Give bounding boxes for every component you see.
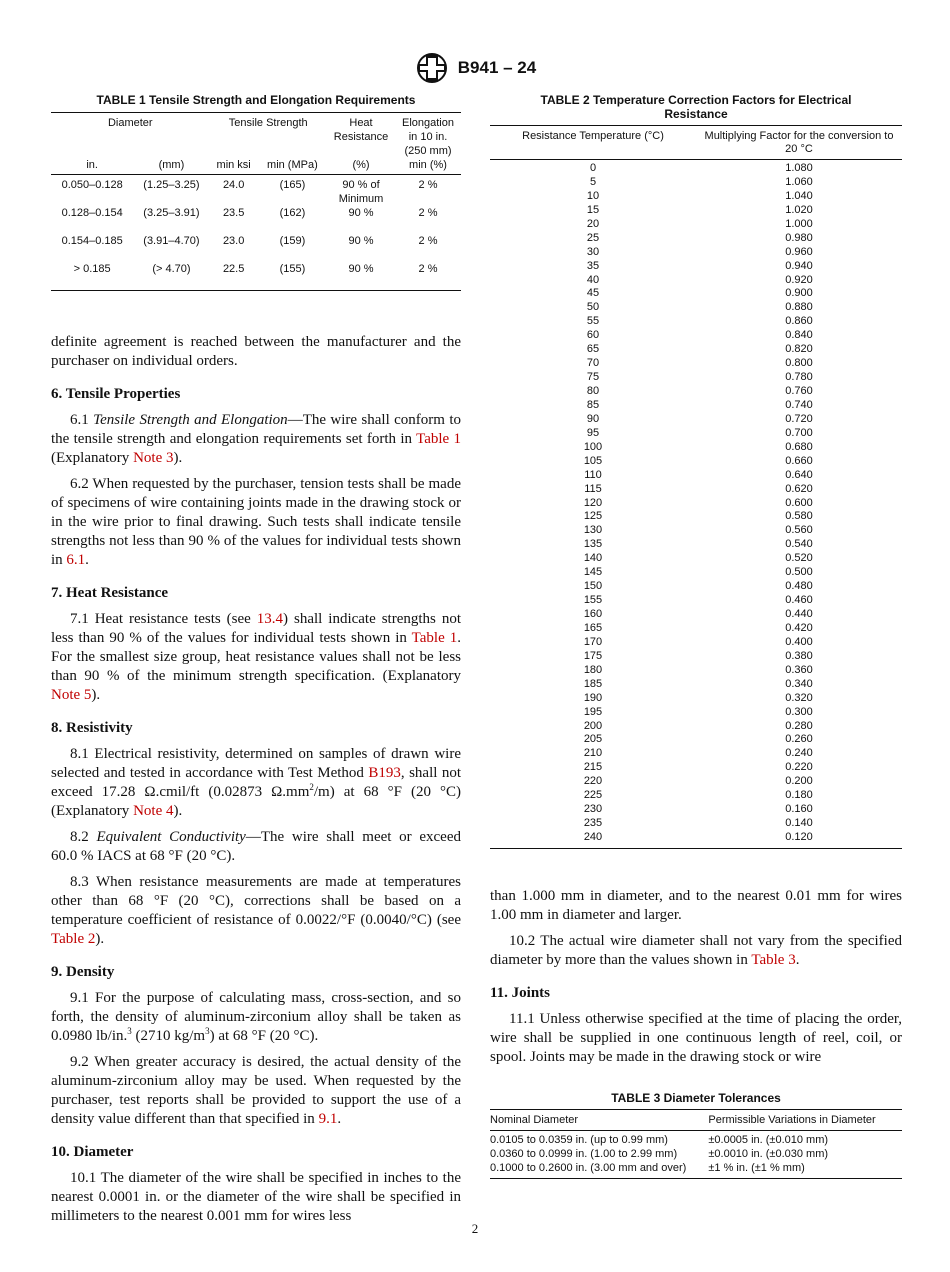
astm-logo-icon [414, 52, 450, 84]
left-column [51, 93, 461, 1233]
paragraph-10-1-continued: than 1.000 mm in diameter, and to the nearest 0.01 mm for wires 1.00 mm in diameter and larger. [490, 887, 902, 923]
t1-unit-header: (mm) [133, 158, 209, 175]
t2-row-cell: 0.780 [785, 371, 813, 384]
t2-header-temperature: Resistance Temperature (°C) [490, 126, 696, 160]
t1-row-cell: 0.154–0.185 [61, 235, 123, 247]
t2-row [490, 413, 902, 427]
t1-row-cell: 90 % of Minimum [338, 179, 384, 205]
t2-row-cell: 0.860 [785, 315, 813, 328]
t2-row [490, 636, 902, 650]
t2-row-cell: 110 [584, 468, 602, 481]
t2-row [490, 455, 902, 469]
t1-row-cell: > 0.185 [73, 263, 111, 275]
t2-row [490, 594, 902, 608]
t2-row-cell: 80 [586, 385, 600, 397]
t2-row [490, 260, 902, 274]
t1-row-cell: (1.25–3.25) [143, 179, 200, 191]
t2-row-cell: 240 [583, 831, 603, 843]
t2-row [490, 385, 902, 399]
t2-row [490, 287, 902, 301]
t2-row-cell: 0.440 [785, 608, 813, 620]
t3-row [490, 1130, 902, 1147]
paragraph-10-1: 10.1 The diameter of the wire shall be specified in inches to the nearest 0.0001 in. or the diameter of the wire shall be specified in millimeters to the nearest 0.001 mm for wires less [51, 1170, 461, 1224]
t3-row [490, 1147, 902, 1161]
paragraph-9-2: 9.2 When greater accuracy is desired, the actual density of the aluminum-zirconium alloy may be used. When requested by the purchaser, test reports shall be provided to support the use of a density value different than that specified in 9.1. [51, 1054, 461, 1127]
t2-row-cell: 0.560 [785, 524, 813, 537]
t2-row [490, 246, 902, 260]
ref-b193[interactable]: B193 [368, 765, 401, 781]
t1-row-cell: 2 % [418, 179, 438, 191]
t2-row-cell: 20 [586, 217, 600, 230]
t2-row-cell: 0.320 [785, 691, 813, 704]
t1-row-cell: (> 4.70) [152, 263, 191, 275]
t1-row-cell: 22.5 [222, 263, 245, 275]
t2-row-cell: 0.200 [785, 775, 813, 788]
t2-row-cell: 195 [583, 705, 603, 718]
t2-row-cell: 0.820 [785, 343, 813, 356]
t2-row-cell: 170 [583, 635, 603, 648]
section-10-title: 10. Diameter [51, 1144, 134, 1160]
t1-row-cell: 23.0 [222, 235, 245, 247]
t2-row [490, 524, 902, 538]
t2-row [490, 218, 902, 232]
page-header [0, 52, 950, 84]
t3-row-cell: 0.0105 to 0.0359 in. (up to 0.99 mm) [490, 1133, 668, 1146]
t2-row [490, 552, 902, 566]
t2-row [490, 329, 902, 343]
t3-row [490, 1161, 902, 1179]
t2-row-cell: 235 [583, 817, 603, 830]
t2-row-cell: 25 [586, 231, 600, 244]
t2-row-cell: 150 [583, 580, 603, 593]
t2-row [490, 789, 902, 803]
t2-row-cell: 180 [583, 663, 603, 676]
t2-row [490, 160, 902, 176]
paragraph-7-1: 7.1 Heat resistance tests (see 13.4) shall indicate strengths not less than 90 % of the values for individual tests shown in Table 1. For the smallest size group, heat resistance values shall not be less than 90 % of the minimum strength specification. (Explanatory Note 5). [51, 611, 461, 703]
t1-row-cell: 2 % [418, 263, 438, 275]
section-8-title: 8. Resistivity [51, 720, 133, 736]
t2-row-cell: 0.120 [785, 831, 813, 843]
t1-group-tensile: Tensile Strength [228, 117, 308, 129]
section-6-title: 6. Tensile Properties [51, 386, 181, 402]
table3-caption: TABLE 3 Diameter Tolerances [611, 1090, 781, 1105]
t1-row-cell: (162) [279, 207, 306, 219]
ref-table-3[interactable]: Table 3 [751, 951, 796, 968]
t2-row-cell: 85 [586, 398, 600, 411]
t2-row-cell: 0.980 [785, 231, 813, 244]
t2-row-cell: 1.040 [785, 189, 813, 202]
t1-group-heat: Heat Resistance [333, 117, 389, 143]
section-11-title: 11. Joints [490, 984, 551, 1001]
t2-row-cell: 165 [583, 621, 603, 634]
t1-row-cell: (155) [279, 263, 306, 275]
t2-row [490, 399, 902, 413]
t1-unit-header: min (MPa) [258, 158, 327, 175]
t3-header-variation: Permissible Variations in Diameter [708, 1109, 902, 1130]
t2-row [490, 580, 902, 594]
t1-row-cell: 90 % [348, 263, 374, 275]
t2-row-cell: 5 [589, 175, 597, 188]
t2-row-cell: 230 [583, 803, 603, 816]
table2-caption: TABLE 2 Temperature Correction Factors for Electrical Resistance [540, 93, 852, 121]
t2-row-cell: 0.520 [785, 552, 813, 565]
paragraph-8-3: 8.3 When resistance measurements are made at temperatures other than 68 °F (20 °C), corrections shall be based on a temperature coefficient of resistance of 0.0022/°F (0.0040/°C) (see Table 2). [51, 874, 461, 947]
t1-row-cell: 90 % [348, 235, 374, 247]
t2-row [490, 274, 902, 288]
ref-9-1[interactable]: 9.1 [318, 1111, 338, 1127]
right-column [490, 93, 902, 1179]
t2-row-cell: 0.220 [785, 761, 813, 774]
t2-row [490, 483, 902, 497]
ref-table-1[interactable]: Table 1 [411, 630, 458, 646]
t2-row-cell: 0.600 [785, 496, 813, 509]
t2-row-cell: 0.380 [785, 649, 813, 662]
table1 [51, 112, 461, 291]
t3-row-cell: ±0.0005 in. (±0.010 mm) [708, 1133, 829, 1146]
t2-row [490, 566, 902, 580]
t2-row [490, 427, 902, 441]
t2-row-cell: 210 [583, 747, 603, 760]
t3-row-cell: ±1 % in. (±1 % mm) [708, 1161, 805, 1174]
t1-group-diameter: Diameter [107, 117, 153, 129]
t1-row [51, 175, 461, 207]
t2-row-cell: 1.080 [785, 162, 813, 174]
t1-row-cell: (3.25–3.91) [143, 207, 200, 219]
t2-row-cell: 130 [583, 524, 603, 537]
t2-row-cell: 0.240 [785, 747, 813, 760]
t2-row [490, 664, 902, 678]
t2-row-cell: 0.940 [785, 259, 813, 272]
t2-row-cell: 0.880 [785, 301, 813, 314]
t1-row-cell: (3.91–4.70) [143, 235, 200, 247]
t2-row [490, 510, 902, 524]
t2-row-cell: 225 [583, 789, 603, 802]
t2-header-factor: Multiplying Factor for the conversion to 20 °C [696, 126, 902, 160]
t2-row [490, 190, 902, 204]
t2-row-cell: 10 [586, 189, 600, 202]
t2-row-cell: 190 [583, 691, 603, 704]
ref-table-2[interactable]: Table 2 [51, 931, 96, 947]
t2-row-cell: 0.660 [785, 454, 813, 467]
ref-13-4[interactable]: 13.4 [256, 611, 284, 627]
t2-row-cell: 115 [584, 482, 602, 495]
t1-unit-header: min ksi [210, 158, 258, 175]
t2-row-cell: 105 [583, 454, 603, 467]
table3 [490, 1109, 902, 1179]
t2-row-cell: 0.280 [785, 719, 813, 732]
paragraph-8-2: 8.2 Equivalent Conductivity—The wire shall meet or exceed 60.0 % IACS at 68 °F (20 °C). [51, 829, 461, 864]
t2-row-cell: 40 [586, 273, 600, 286]
t2-row-cell: 50 [586, 301, 600, 314]
t2-row-cell: 0.620 [785, 482, 813, 495]
t2-row [490, 371, 902, 385]
t2-row-cell: 220 [583, 775, 603, 788]
t2-row [490, 176, 902, 190]
t2-row-cell: 200 [583, 719, 603, 732]
paragraph-9-1: 9.1 For the purpose of calculating mass, cross-section, and so forth, the density of aluminum-zirconium alloy shall be taken as 0.0980 lb/in.$^3$ (2710 $kg/m^3$) at 68 °F (20 °C). [51, 990, 461, 1044]
t2-row-cell: 120 [583, 496, 603, 509]
t3-header-nominal: Nominal Diameter [490, 1109, 708, 1130]
t3-row-cell: 0.0360 to 0.0999 in. (1.00 to 2.99 mm) [490, 1147, 678, 1160]
t2-row [490, 706, 902, 720]
t1-group-elongation: Elongation in 10 in. (250 mm) [402, 117, 454, 157]
ref-note-3[interactable]: Note 3 [133, 450, 174, 466]
t2-row-cell: 65 [586, 343, 600, 356]
t2-row-cell: 1.060 [785, 175, 813, 188]
t2-row [490, 650, 902, 664]
t1-row-cell: 0.128–0.154 [61, 207, 123, 219]
t3-row-cell: ±0.0010 in. (±0.030 mm) [708, 1147, 829, 1160]
t2-row [490, 315, 902, 329]
t2-row-cell: 0.720 [785, 412, 813, 425]
t2-row [490, 357, 902, 371]
ref-note-4[interactable]: Note 4 [133, 803, 174, 819]
t1-row-cell: 2 % [418, 235, 438, 247]
t2-row [490, 803, 902, 817]
t2-row-cell: 205 [583, 733, 603, 746]
t2-row-cell: 0 [589, 162, 597, 174]
table2 [490, 125, 902, 849]
table1-caption: TABLE 1 Tensile Strength and Elongation Requirements [96, 93, 416, 107]
t2-row-cell: 0.540 [785, 538, 813, 551]
t2-row-cell: 95 [586, 426, 600, 439]
t2-row-cell: 135 [583, 538, 603, 551]
ref-table-1[interactable]: Table 1 [416, 431, 461, 447]
t2-row-cell: 0.800 [785, 357, 813, 370]
t2-row-cell: 0.180 [785, 789, 813, 802]
t2-row-cell: 15 [586, 203, 600, 216]
t2-row [490, 678, 902, 692]
t2-row-cell: 0.340 [785, 677, 813, 690]
paragraph-8-1: 8.1 Electrical resistivity, determined on samples of drawn wire selected and tested in accordance with Test Method B193, shall not exceed 17.28 Ω.cmil/ft (0.02873 $\Omega.mm^2/m$) at 68 °F (20 °C) (Explanatory Note 4). [51, 746, 462, 819]
t2-row-cell: 90 [586, 412, 600, 425]
t2-row-cell: 125 [583, 510, 603, 523]
t2-row-cell: 1.000 [785, 217, 813, 230]
t2-row [490, 497, 902, 511]
t1-row-cell: (159) [279, 235, 306, 247]
t2-row-cell: 45 [586, 287, 600, 300]
t2-row-cell: 100 [583, 440, 603, 453]
t2-row-cell: 35 [586, 259, 600, 272]
paragraph-11-1: 11.1 Unless otherwise specified at the time of placing the order, wire shall be supplied in one continuous length of reel, coil, or spool. Joints may be made in the drawing stock or wire [490, 1010, 902, 1065]
t2-row-cell: 0.680 [785, 440, 813, 453]
t2-row [490, 622, 902, 636]
t1-unit-header: (%) [327, 158, 395, 175]
t2-row-cell: 140 [583, 552, 603, 565]
t2-row-cell: 30 [586, 245, 600, 258]
t2-row-cell: 70 [586, 357, 600, 370]
t1-row-cell: 0.050–0.128 [61, 179, 123, 191]
t2-row [490, 232, 902, 246]
t2-row [490, 538, 902, 552]
ref-6-1[interactable]: 6.1 [66, 552, 86, 568]
t2-row-cell: 0.420 [785, 621, 813, 634]
t2-row-cell: 0.920 [785, 273, 813, 286]
t2-row [490, 761, 902, 775]
t2-row-cell: 60 [586, 329, 600, 342]
t1-row-cell: (165) [279, 179, 306, 191]
t2-row-cell: 55 [586, 315, 600, 328]
t1-row-cell: 90 % [348, 207, 374, 219]
paragraph-10-2: 10.2 The actual wire diameter shall not vary from the specified diameter by more than the values shown in Table 3. [490, 932, 902, 968]
t2-row-cell: 0.760 [785, 385, 813, 397]
t2-row-cell: 0.640 [785, 468, 813, 481]
t2-row [490, 720, 902, 734]
t2-row-cell: 0.960 [785, 245, 813, 258]
t2-row [490, 469, 902, 483]
t1-unit-header: min (%) [395, 158, 461, 175]
t2-row [490, 831, 902, 848]
t2-row-cell: 0.260 [785, 733, 813, 746]
t2-row [490, 608, 902, 622]
t2-row-cell: 0.360 [785, 663, 813, 676]
t2-row-cell: 160 [583, 608, 603, 620]
paragraph-continued: definite agreement is reached between the manufacturer and the purchaser on individual orders. [51, 334, 461, 369]
t2-row [490, 204, 902, 218]
ref-note-5[interactable]: Note 5 [51, 687, 92, 703]
paragraph-6-1: 6.1 Tensile Strength and Elongation—The wire shall conform to the tensile strength and elongation requirements set forth in Table 1 (Explanatory Note 3). [51, 412, 461, 466]
t1-row [51, 234, 461, 262]
t3-row-cell: 0.1000 to 0.2600 in. (3.00 mm and over) [490, 1161, 687, 1174]
t2-row-cell: 0.160 [785, 803, 813, 816]
t2-row-cell: 0.300 [785, 705, 813, 718]
t1-row-cell: 23.5 [222, 207, 245, 219]
t2-row-cell: 0.740 [785, 398, 813, 411]
section-9-title: 9. Density [51, 964, 115, 980]
document-id: B941 – 24 [457, 58, 537, 77]
t2-row [490, 301, 902, 315]
t2-row [490, 775, 902, 789]
t1-row-cell: 24.0 [222, 179, 245, 191]
t2-row-cell: 75 [586, 371, 600, 384]
t2-row [490, 343, 902, 357]
page-number: 2 [471, 1221, 479, 1236]
t2-row-cell: 145 [583, 566, 603, 579]
t1-row [51, 262, 461, 291]
t2-row [490, 692, 902, 706]
section-7-title: 7. Heat Resistance [51, 585, 169, 601]
t2-row-cell: 215 [583, 761, 603, 774]
t2-row-cell: 0.580 [785, 510, 813, 523]
t2-row-cell: 0.840 [785, 329, 813, 342]
t2-row-cell: 0.900 [785, 287, 813, 300]
t2-row-cell: 0.480 [785, 580, 813, 593]
t2-row-cell: 1.020 [785, 203, 813, 216]
t2-row-cell: 185 [583, 677, 603, 690]
t2-row-cell: 0.500 [785, 566, 813, 579]
t2-row-cell: 0.700 [785, 426, 813, 439]
t2-row-cell: 0.460 [785, 594, 813, 607]
t2-row-cell: 0.140 [785, 817, 813, 830]
t1-row-cell: 2 % [418, 207, 438, 219]
t2-row-cell: 0.400 [785, 635, 813, 648]
t2-row [490, 817, 902, 831]
t1-row [51, 206, 461, 234]
t2-row-cell: 175 [583, 649, 603, 662]
t2-row [490, 733, 902, 747]
paragraph-6-2: 6.2 When requested by the purchaser, tension tests shall be made of specimens of wire containing joints made in the drawing stock or in the wire prior to final drawing. Such tests shall indicate tensile strengths not less than 90 % of the values for individual tests shown in 6.1. [51, 476, 461, 568]
t1-unit-header: in. [51, 158, 133, 175]
t2-row [490, 747, 902, 761]
t2-row-cell: 155 [583, 594, 603, 607]
t2-row [490, 441, 902, 455]
